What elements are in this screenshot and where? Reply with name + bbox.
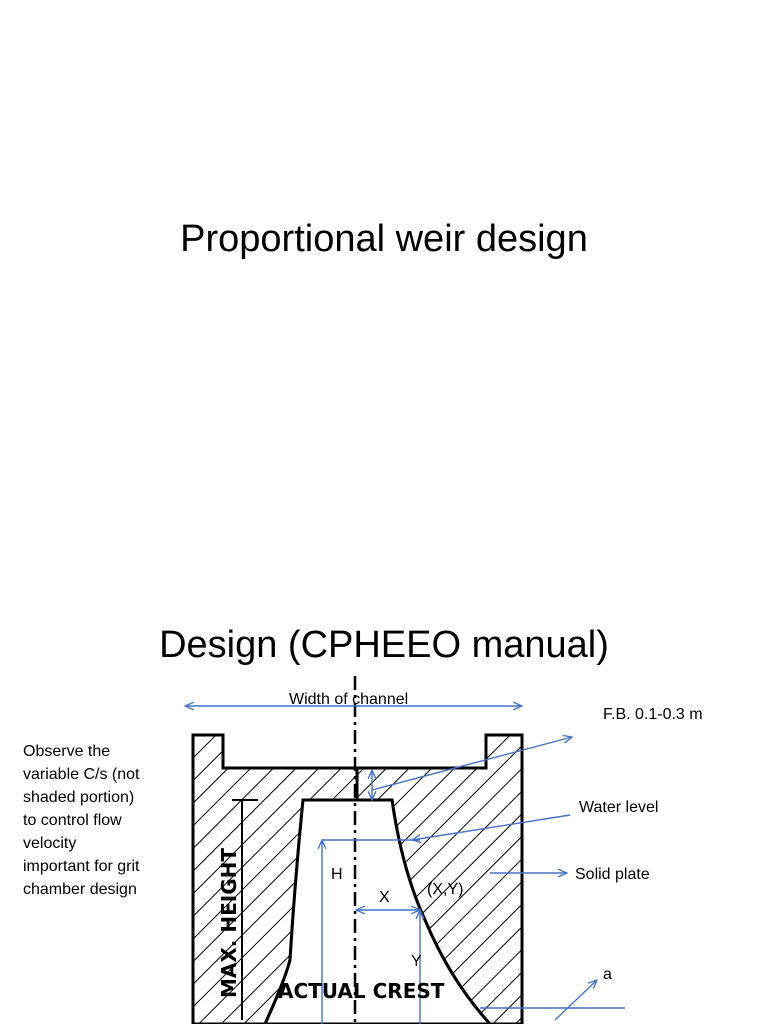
h-label: H	[331, 866, 343, 883]
plate-label: Solid plate	[575, 866, 650, 883]
xy-label: (X,Y)	[427, 881, 464, 898]
water-label: Water level	[579, 799, 659, 816]
slide-title-design: Design (CPHEEO manual)	[159, 624, 609, 666]
side-note: Observe the variable C/s (not shaded portion) to control flow velocity important for grit chamber design	[23, 743, 140, 898]
fb-label: F.B. 0.1-0.3 m	[603, 706, 703, 723]
x-label: X	[379, 889, 390, 906]
a-arrow	[555, 980, 597, 1020]
crest-label: ACTUAL CREST	[278, 979, 445, 1003]
a-label: a	[603, 966, 612, 983]
width-label: Width of channel	[289, 691, 409, 708]
maxheight-label: MAX. HEIGHT	[217, 848, 241, 998]
slide-title: Proportional weir design	[180, 218, 588, 260]
y-label: Y	[411, 953, 422, 970]
